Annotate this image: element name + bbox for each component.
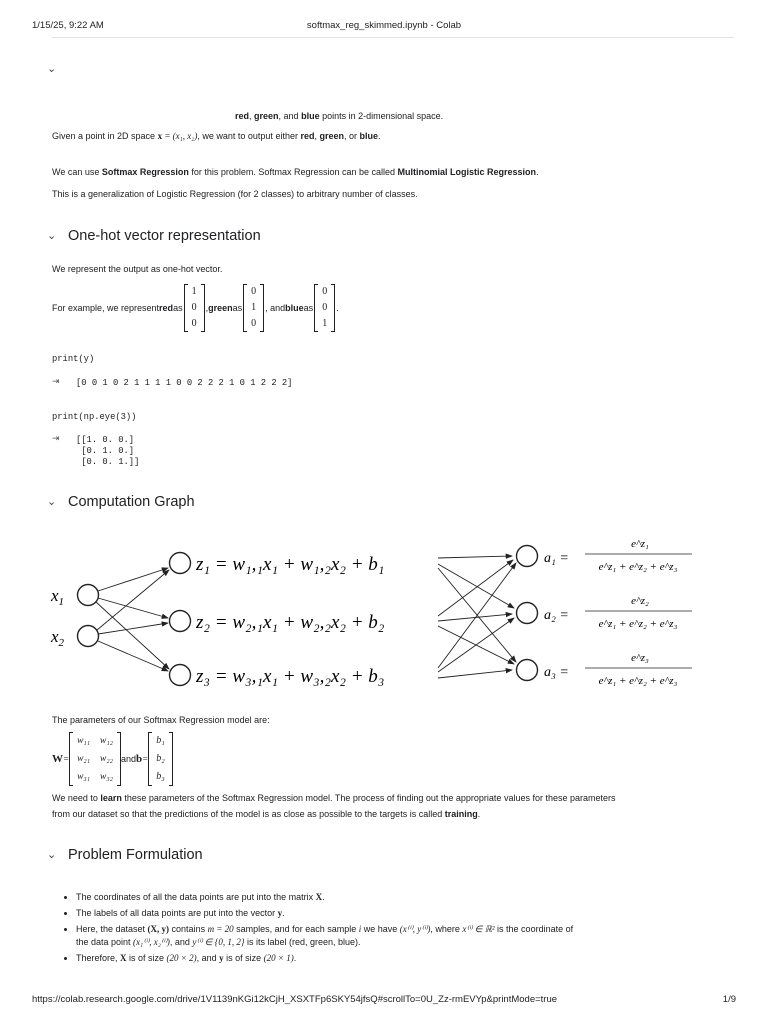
section-chevron-icon[interactable]: ⌄ xyxy=(47,496,57,508)
svg-text:a₂ =: a₂ = xyxy=(544,608,569,623)
svg-text:e^z₁ + e^z₂ + e^z₃: e^z₁ + e^z₂ + e^z₃ xyxy=(598,561,678,573)
section-heading-problem[interactable]: Problem Formulation xyxy=(68,847,203,863)
vector-red: 1 0 0 xyxy=(184,284,205,332)
matrix-W: w₁₁ w₁₂ w₂₁ w₂₂ w₃₁ w₃₂ xyxy=(69,732,121,786)
print-title: softmax_reg_skimmed.ipynb - Colab xyxy=(306,20,462,31)
intro-line-4: This is a generalization of Logistic Regression (for 2 classes) to arbitrary number of classes. xyxy=(52,189,418,199)
print-url: https://colab.research.google.com/drive/1V1139nKGi12kCjH_XSXTFp6SKY54jfsQ#scrollTo=0U_Zz-rmEVYp&printMode=true xyxy=(32,994,558,1005)
softmax-a3 xyxy=(544,652,692,687)
equation-z3: z₃ = w₃,₁x₁ + w₃,₂x₂ + b₃ xyxy=(196,666,385,687)
params-matrices: W = w₁₁ w₁₂ w₂₁ w₂₂ w₃₁ w₃₂ and b = b₁ b₂ b₃ xyxy=(52,732,173,786)
node-x2 xyxy=(78,626,99,647)
label-x2: $x_2$ xyxy=(51,627,65,649)
node-a1 xyxy=(517,546,538,567)
intro-line-2: Given a point in 2D space x = (x₁, x₂), we want to output either red, green, or blue. xyxy=(52,131,381,141)
computation-graph xyxy=(40,530,700,700)
node-a3 xyxy=(517,660,538,681)
output-print-y: [0 0 1 0 2 1 1 1 1 0 0 2 2 2 1 0 1 2 2 2] xyxy=(76,378,293,388)
svg-text:a₃ =: a₃ = xyxy=(544,665,569,680)
header-divider xyxy=(52,37,734,38)
svg-text:e^z₂: e^z₂ xyxy=(631,595,649,607)
edges-z-to-a xyxy=(438,556,516,678)
learn-line-1: We need to learn these parameters of the Softmax Regression model. The process of finding out the appropriate values for these parameters xyxy=(52,793,616,803)
equation-z2: z₂ = w₂,₁x₁ + w₂,₂x₂ + b₂ xyxy=(196,612,385,633)
print-page-number: 1/9 xyxy=(722,994,736,1005)
code-cell-print-eye[interactable]: print(np.eye(3)) xyxy=(52,412,137,422)
collapse-chevron-icon[interactable]: ⌄ xyxy=(47,63,57,75)
learn-line-2: from our dataset so that the predictions of the model is as close as possible to the targets is called training. xyxy=(52,809,481,819)
code-cell-print-y[interactable]: print(y) xyxy=(52,354,95,364)
bullet-2: • The labels of all data points are put into the vector y. xyxy=(76,907,722,920)
svg-text:e^z₃: e^z₃ xyxy=(631,652,649,664)
node-a2 xyxy=(517,603,538,624)
problem-bullets xyxy=(62,891,722,968)
svg-text:a₁ =: a₁ = xyxy=(544,551,569,566)
section-chevron-icon[interactable]: ⌄ xyxy=(47,230,57,242)
edges-input-to-z xyxy=(96,568,169,671)
section-heading-graph[interactable]: Computation Graph xyxy=(68,494,195,510)
section-heading-onehot[interactable]: One-hot vector representation xyxy=(68,228,261,244)
node-z3 xyxy=(170,665,191,686)
intro-line-1: red, green, and blue points in 2-dimensional space. xyxy=(235,111,444,121)
node-x1 xyxy=(78,585,99,606)
onehot-intro: We represent the output as one-hot vector. xyxy=(52,264,223,274)
equation-z1: z₁ = w₁,₁x₁ + w₁,₂x₂ + b₁ xyxy=(196,554,385,575)
softmax-a2 xyxy=(544,595,692,630)
bullet-4: • Therefore, X is of size (20 × 2), and y is of size (20 × 1). xyxy=(76,952,722,965)
bullet-1: • The coordinates of all the data points are put into the matrix X. xyxy=(76,891,722,904)
bullet-3: • Here, the dataset (X, y) contains m = 20 samples, and for each sample i we have (x⁽ⁱ⁾, y⁽ⁱ⁾), where x⁽ⁱ⁾ ∈ ℝ² is the coordinate of the data point (x₁⁽ⁱ⁾, x₂⁽ⁱ⁾), and y⁽ⁱ⁾ ∈ {0, 1, 2} is its label (red, green, blue). xyxy=(76,923,722,949)
node-z2 xyxy=(170,611,191,632)
vector-blue: 0 0 1 xyxy=(314,284,335,332)
vector-b: b₁ b₂ b₃ xyxy=(148,732,172,786)
svg-text:e^z₁: e^z₁ xyxy=(631,538,649,550)
output-print-eye: [[1. 0. 0.] [0. 1. 0.] [0. 0. 1.]] xyxy=(76,435,140,467)
output-icon[interactable]: ⇥ xyxy=(52,376,60,386)
output-icon[interactable]: ⇥ xyxy=(52,433,60,443)
node-z1 xyxy=(170,553,191,574)
svg-text:e^z₁ + e^z₂ + e^z₃: e^z₁ + e^z₂ + e^z₃ xyxy=(598,618,678,630)
params-intro: The parameters of our Softmax Regression model are: xyxy=(52,715,270,725)
print-date: 1/15/25, 9:22 AM xyxy=(32,20,104,31)
vector-green: 0 1 0 xyxy=(243,284,264,332)
onehot-example: For example, we represent red as 1 0 0 , green as 0 1 0 , and blue as 0 0 1 . xyxy=(52,282,339,334)
softmax-a1 xyxy=(544,538,692,573)
svg-text:e^z₁ + e^z₂ + e^z₃: e^z₁ + e^z₂ + e^z₃ xyxy=(598,675,678,687)
intro-line-3: We can use Softmax Regression for this problem. Softmax Regression can be called Multinomial Logistic Regression. xyxy=(52,167,539,177)
label-x1: $x_1$ xyxy=(51,586,65,608)
section-chevron-icon[interactable]: ⌄ xyxy=(47,849,57,861)
